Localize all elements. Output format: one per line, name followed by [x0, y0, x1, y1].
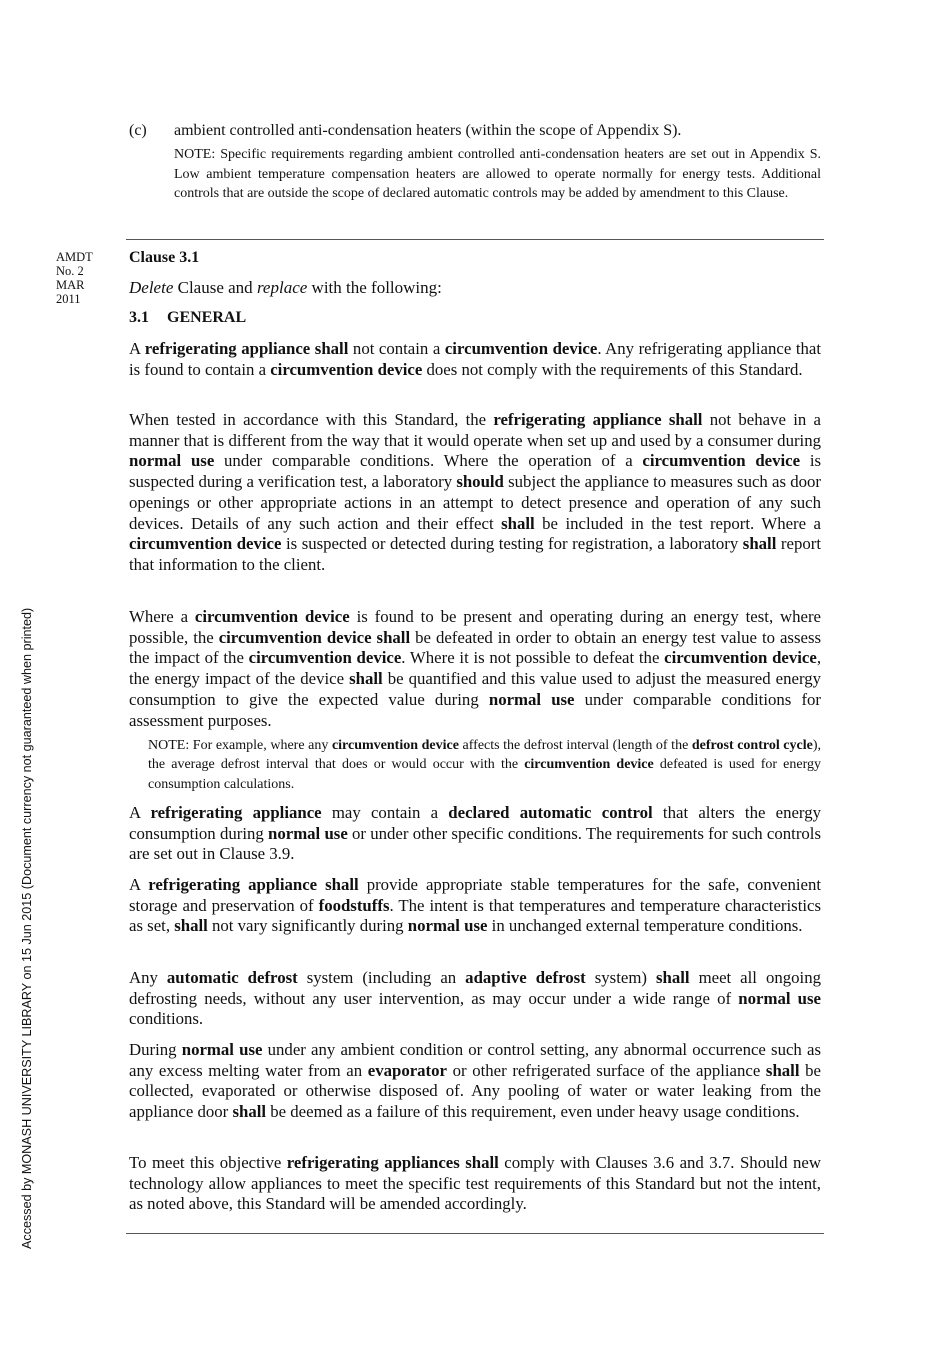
replace-word: replace — [256, 278, 308, 297]
instruction-text: with the following: — [307, 278, 442, 297]
section-title: GENERAL — [167, 309, 247, 326]
amendment-line: AMDT — [56, 250, 93, 264]
clause-heading: Clause 3.1 — [129, 249, 200, 266]
divider-bottom — [126, 1233, 824, 1234]
paragraph-4: A refrigerating appliance may contain a declared automatic control that alters the energy consumption during normal use or under other specific conditions. The requirements for such controls are set out in Clause 3.9. — [129, 803, 821, 864]
section-number: 3.1 — [129, 309, 149, 326]
paragraph-2: When tested in accordance with this Standard, the refrigerating appliance shall not behave in a manner that is different from the way that it would operate when set up and used by a consumer during normal use under comparable conditions. Where the operation of a circumvention device is suspected during a verification test, a laboratory should subject the appliance to measures such as door openings or other appropriate actions in an attempt to detect presence and operation of any such devices. Details of any such action and their effect shall be included in the test report. Where a circumvention device is suspected or detected during testing for registration, a laboratory shall report that information to the client. — [129, 410, 822, 574]
amendment-margin-note — [56, 250, 116, 306]
amendment-line: No. 2 — [56, 264, 84, 278]
section-heading — [129, 308, 246, 328]
list-item-c — [129, 121, 829, 141]
note-defrost-example: NOTE: For example, where any circumvention device affects the defrost interval (length of the defrost control cycle), the average defrost interval that does or would occur with the circumvention device defeated is used for energy consumption calculations. — [148, 738, 822, 792]
paragraph-6: Any automatic defrost system (including an adaptive defrost system) shall meet all ongoing defrosting needs, without any user intervention, as may occur under a wide range of normal use conditions. — [129, 968, 821, 1029]
delete-word: Delete — [129, 278, 174, 297]
amendment-line: 2011 — [56, 292, 81, 306]
access-watermark: Accessed by MONASH UNIVERSITY LIBRARY on 15 Jun 2015 (Document currency not guaranteed when printed) — [20, 607, 34, 1249]
paragraph-8: To meet this objective refrigerating appliances shall comply with Clauses 3.6 and 3.7. Should new technology allow appliances to meet the specific test requirements of this Standard but not the intent, as noted above, this Standard will be amended accordingly. — [129, 1153, 821, 1214]
note-appendix-s: NOTE: Specific requirements regarding ambient controlled anti-condensation heaters are set out in Appendix S. Low ambient temperature compensation heaters are allowed to operate normally for energy tests. Additional controls that are outside the scope of declared automatic controls may be added by amendment to this Clause. — [174, 147, 821, 201]
divider-top — [126, 239, 824, 240]
paragraph-7: During normal use under any ambient condition or control setting, any abnormal occurrence such as any excess melting water from an evaporator or other refrigerated surface of the appliance shall be collected, evaporated or otherwise disposed of. Any pooling of water or water leaking from the appliance door shall be deemed as a failure of this requirement, even under heavy usage conditions. — [129, 1040, 821, 1122]
amendment-instruction — [129, 278, 442, 298]
paragraph-1: A refrigerating appliance shall not contain a circumvention device. Any refrigerating appliance that is found to contain a circumvention device does not comply with the requirements of this Standard. — [129, 339, 821, 379]
amendment-line: MAR — [56, 278, 85, 292]
list-item-label: (c) — [129, 122, 147, 139]
list-item-text: ambient controlled anti-condensation heaters (within the scope of Appendix S). — [174, 122, 682, 139]
instruction-text: Clause and — [173, 278, 257, 297]
paragraph-3: Where a circumvention device is found to be present and operating during an energy test, where possible, the circumvention device shall be defeated in order to obtain an energy test value to assess the impact of the circumvention device. Where it is not possible to defeat the circumvention device, the energy impact of the device shall be quantified and this value used to adjust the measured energy consumption to give the expected value during normal use under comparable conditions for assessment purposes. — [129, 607, 822, 730]
paragraph-5: A refrigerating appliance shall provide appropriate stable temperatures for the safe, convenient storage and preservation of foodstuffs. The intent is that temperatures and temperature characteristics as set, shall not vary significantly during normal use in unchanged external temperature conditions. — [129, 875, 822, 936]
